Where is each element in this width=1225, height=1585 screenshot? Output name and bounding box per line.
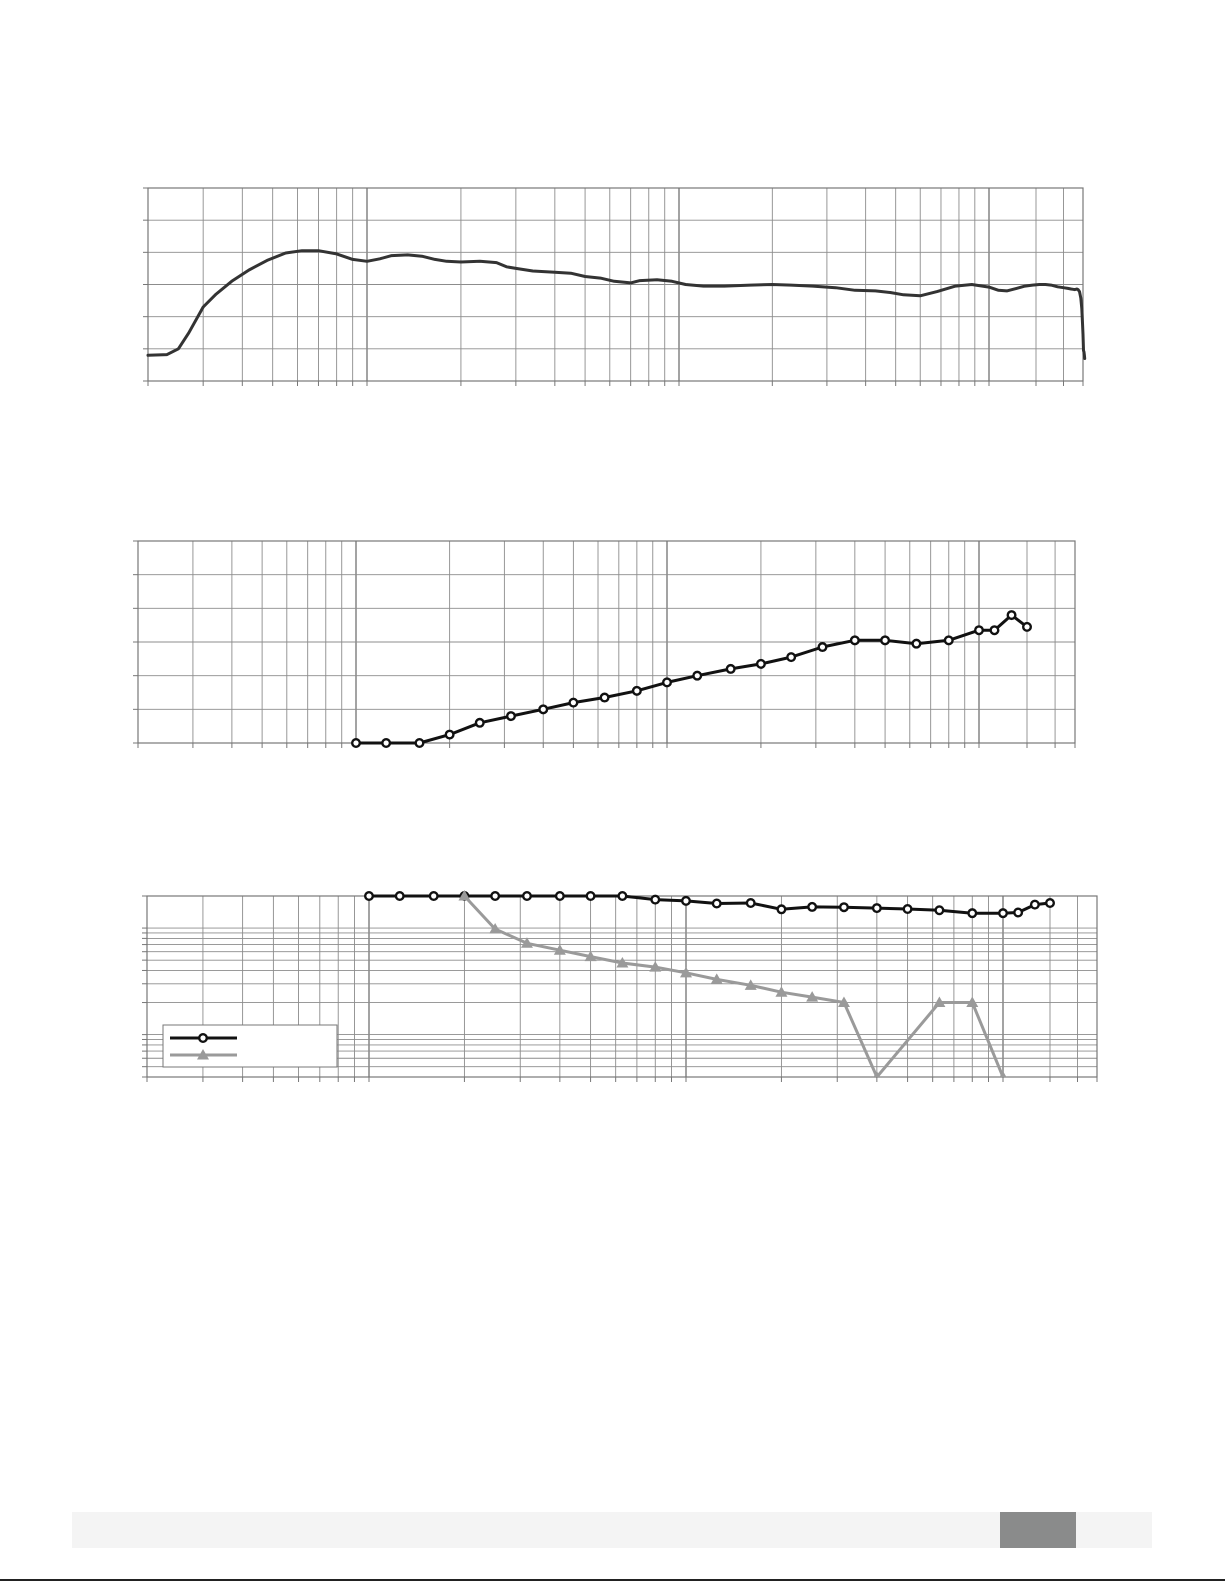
bottom-rule [0,1579,1225,1581]
data-point [1046,899,1054,907]
legend-sample-marker [199,1034,207,1042]
data-point [713,900,721,908]
data-point [523,892,531,900]
data-point [936,906,944,914]
data-point [491,892,499,900]
footer-bar [72,1512,1152,1548]
series-gray [458,890,1009,1082]
data-point [651,896,659,904]
data-point [682,897,690,905]
legend-box [163,1025,337,1067]
legend [163,1025,337,1067]
data-point [365,892,373,900]
data-point [1014,909,1022,917]
footer-page-tab [1000,1512,1076,1548]
data-point [1031,901,1039,909]
data-point [840,903,848,911]
series-line [464,896,1003,1077]
data-point [904,905,912,913]
data-point [968,909,976,917]
data-point [999,909,1007,917]
data-point [556,892,564,900]
data-point [873,904,881,912]
data-point [430,892,438,900]
data-point [619,892,627,900]
data-point [587,892,595,900]
data-point [396,892,404,900]
data-point [808,903,816,911]
data-point [747,899,755,907]
data-point [778,906,786,914]
